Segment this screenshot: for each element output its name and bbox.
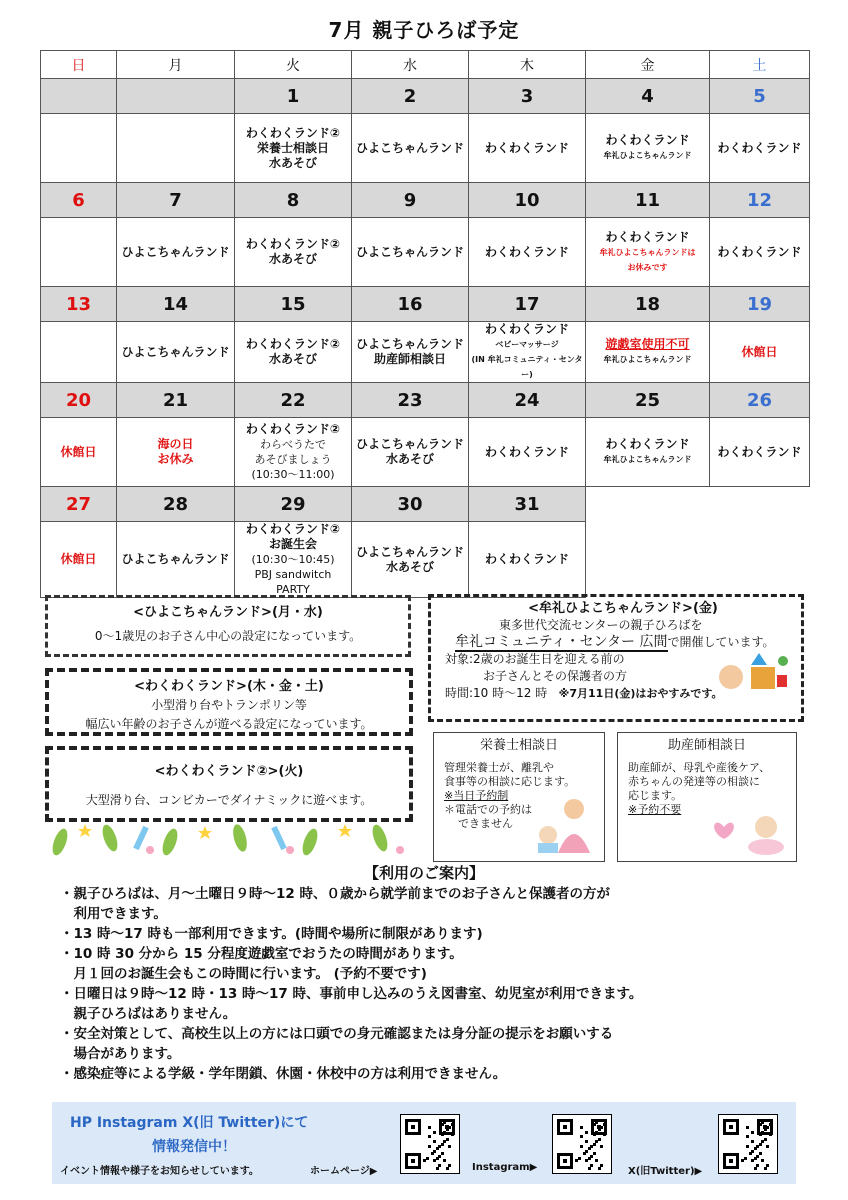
event-line: 休館日 [60, 444, 97, 459]
event-line: (IN 牟礼コミュニティ・センター) [471, 355, 583, 379]
event-line: わくわくランド [717, 244, 802, 259]
event-line: 水あそび [268, 155, 317, 170]
date-number: 17 [469, 287, 586, 322]
date-row [41, 79, 810, 114]
date-number: 23 [352, 383, 469, 418]
weekday-thu: 木 [469, 51, 586, 79]
event-line: ひよこちゃんランド [121, 552, 230, 566]
event-cell [117, 218, 235, 287]
event-cell [235, 418, 352, 487]
event-row [41, 114, 810, 183]
event-line: 助産師相談日 [373, 352, 446, 366]
event-line: わくわくランド [717, 444, 802, 459]
event-line: 牟礼ひよこちゃんランド [603, 151, 692, 160]
date-number: 16 [352, 287, 469, 322]
hiyoko-text: 0～1歳児のお子さん中心の設定になっています。 [94, 629, 362, 643]
event-cell [117, 418, 235, 487]
weekday-fri: 金 [586, 51, 710, 79]
date-number: 25 [586, 383, 710, 418]
event-cell [352, 522, 469, 598]
event-line: わくわくランド② [245, 337, 341, 351]
wakuwaku2-box [45, 746, 413, 822]
event-cell [352, 418, 469, 487]
event-line: わくわくランド [605, 133, 690, 147]
weekday-tue: 火 [235, 51, 352, 79]
event-line: わくわくランド [484, 244, 569, 259]
mure-line2b: で開催しています。 [667, 635, 775, 649]
date-number: 30 [352, 487, 469, 522]
josan-consult-box [617, 732, 797, 862]
event-line: わくわくランド② [245, 522, 341, 536]
date-number: 28 [117, 487, 235, 522]
date-number: 24 [469, 383, 586, 418]
event-cell [710, 114, 810, 183]
guide-line-6: ・日曜日は９時～12 時・13 時～17 時、事前申し込みのうえ図書室、幼児室が利用できます。 [60, 986, 643, 1002]
mure-line1: 東多世代交流センターの親子ひろばを [499, 618, 703, 632]
event-cell [235, 114, 352, 183]
date-number [41, 79, 117, 114]
event-line: お休み [157, 452, 194, 466]
date-number: 19 [710, 287, 810, 322]
event-line: あそびましょう [254, 453, 332, 466]
event-cell [469, 522, 586, 598]
eiyo-l1: 管理栄養士が、離乳や [444, 761, 554, 774]
event-cell [710, 322, 810, 383]
wakuwaku-title: <わくわくランド>(木・金・土) [134, 679, 324, 694]
event-cell [469, 114, 586, 183]
date-number: 6 [41, 183, 117, 218]
event-cell [586, 218, 710, 287]
event-line: ひよこちゃんランド [355, 337, 464, 351]
event-line: PBJ sandwitch [254, 568, 332, 581]
event-line: 遊戯室使用不可 [605, 337, 690, 351]
event-line: 牟礼ひよこちゃんランド [603, 455, 692, 464]
josan-title: 助産師相談日 [667, 738, 746, 753]
date-number: 2 [352, 79, 469, 114]
mure-title: <牟礼ひよこちゃんランド>(金) [528, 601, 718, 616]
weekday-header-row [41, 51, 810, 79]
event-line: お誕生会 [268, 537, 317, 551]
event-line: 休館日 [741, 344, 778, 359]
event-cell [352, 322, 469, 383]
guide-line-4: ・10 時 30 分から 15 分程度遊戯室でおうたの時間があります。 [60, 946, 463, 962]
guide-line-3: ・13 時～17 時も一部利用できます。(時間や場所に制限があります) [60, 926, 483, 942]
event-line: ベビーマッサージ [495, 340, 559, 349]
event-line: わくわくランド [484, 444, 569, 459]
event-cell [469, 322, 586, 383]
mure-box [428, 594, 804, 722]
event-line: わくわくランド② [245, 125, 341, 140]
date-number: 5 [710, 79, 810, 114]
date-number: 4 [586, 79, 710, 114]
mure-line4: お子さんとその保護者の方 [483, 669, 628, 683]
eiyo-l5: できません [458, 817, 513, 830]
date-number: 22 [235, 383, 352, 418]
event-row [41, 218, 810, 287]
event-line: わくわくランド② [245, 422, 341, 436]
event-row [41, 322, 810, 383]
event-line: (10:30～11:00) [251, 468, 335, 481]
event-cell [41, 522, 117, 598]
guide-line-8: ・安全対策として、高校生以上の方には口頭での身元確認または身分証の提示をお願いする [60, 1026, 614, 1042]
empty-cell [710, 522, 810, 598]
date-number: 11 [586, 183, 710, 218]
event-cell [586, 322, 710, 383]
event-line: 牟礼ひよこちゃんランド [603, 355, 692, 364]
event-line: わくわくランド [484, 322, 569, 336]
x-qr-code-icon[interactable] [718, 1114, 778, 1174]
event-cell [117, 322, 235, 383]
date-row [41, 487, 810, 522]
event-line: 栄養士相談日 [256, 140, 329, 155]
eiyo-l3: ※当日予約制 [444, 789, 509, 802]
date-number: 10 [469, 183, 586, 218]
event-cell [41, 114, 117, 183]
banner-line2: 情報発信中！ [152, 1139, 236, 1155]
date-number: 12 [710, 183, 810, 218]
date-row [41, 183, 810, 218]
hiyoko-title: <ひよこちゃんランド>(月・水) [133, 605, 323, 620]
mure-line5: 時間:10 時～12 時 [445, 686, 548, 700]
event-cell [117, 522, 235, 598]
date-row [41, 383, 810, 418]
date-number [117, 79, 235, 114]
event-line: 水あそび [385, 559, 434, 574]
josan-l3: 応じます。 [628, 789, 683, 802]
josan-l2: 赤ちゃんの発達等の相談に [628, 775, 760, 788]
weekday-sat: 土 [710, 51, 810, 79]
sns-banner [52, 1102, 796, 1184]
eiyo-title: 栄養士相談日 [479, 738, 558, 753]
date-number: 26 [710, 383, 810, 418]
guide-line-7: 親子ひろばはありません。 [60, 1006, 237, 1022]
event-line: ひよこちゃんランド [355, 437, 464, 451]
event-cell [710, 418, 810, 487]
date-number: 15 [235, 287, 352, 322]
mure-line3: 対象:2歳のお誕生日を迎える前の [445, 652, 625, 666]
event-line: お休みです [627, 262, 668, 272]
wakuwaku-box [45, 668, 413, 736]
guide-line-9: 場合があります。 [60, 1046, 181, 1062]
event-line: ひよこちゃんランド [355, 140, 464, 155]
eiyo-l2: 食事等の相談に応じます。 [444, 775, 576, 788]
baby-heart-illustration-icon [710, 805, 790, 855]
leaves-stars-decoration-icon [40, 816, 420, 860]
date-number: 9 [352, 183, 469, 218]
date-number: 3 [469, 79, 586, 114]
wakuwaku2-text: 大型滑り台、コンビカーでダイナミックに遊べます。 [85, 793, 373, 807]
event-cell [469, 418, 586, 487]
guide-line-1: ・親子ひろばは、月～土曜日９時～12 時、０歳から就学前までのお子さんと保護者の方が [60, 886, 610, 902]
date-number: 31 [469, 487, 586, 522]
event-cell [710, 218, 810, 287]
instagram-label: Instagram▶ [472, 1162, 538, 1173]
event-line: ひよこちゃんランド [355, 544, 464, 559]
mure-note: ※7月11日(金)はおやすみです。 [558, 687, 723, 700]
weekday-mon: 月 [117, 51, 235, 79]
event-line: 休館日 [60, 552, 97, 566]
event-row [41, 522, 810, 598]
event-cell [235, 218, 352, 287]
date-number: 14 [117, 287, 235, 322]
event-line: 海の日 [157, 437, 194, 451]
page-title: 7月 親子ひろば予定 [328, 18, 520, 42]
event-line: ひよこちゃんランド [121, 344, 230, 359]
event-line: わくわくランド [605, 437, 690, 451]
event-line: 水あそび [385, 452, 434, 466]
empty-cell [586, 487, 710, 522]
weekday-wed: 水 [352, 51, 469, 79]
guide-line-2: 利用できます。 [60, 906, 167, 922]
event-line: 水あそび [268, 252, 317, 266]
event-cell [352, 218, 469, 287]
event-row [41, 418, 810, 487]
event-line: わくわくランド [717, 140, 802, 155]
empty-cell [710, 487, 810, 522]
wakuwaku-text1: 小型滑り台やトランポリン等 [151, 698, 307, 712]
event-cell [235, 522, 352, 598]
guide-list [60, 884, 820, 1084]
wakuwaku-text2: 幅広い年齢のお子さんが遊べる設定になっています。 [85, 717, 373, 731]
event-line: わくわくランド [605, 229, 690, 244]
date-number: 7 [117, 183, 235, 218]
eiyo-consult-box [433, 732, 605, 862]
event-line: (10:30～10:45) [251, 553, 335, 566]
wakuwaku2-title: <わくわくランド②>(火) [154, 764, 304, 779]
x-label: X(旧Twitter)▶ [628, 1166, 703, 1177]
event-cell [586, 418, 710, 487]
event-cell [41, 218, 117, 287]
event-cell [41, 418, 117, 487]
josan-l1: 助産師が、母乳や産後ケア、 [628, 761, 771, 774]
guide-heading: 【利用のご案内】 [363, 864, 484, 882]
event-line: わくわくランド [484, 552, 569, 566]
date-number: 21 [117, 383, 235, 418]
date-number: 20 [41, 383, 117, 418]
date-row [41, 287, 810, 322]
date-number: 18 [586, 287, 710, 322]
eiyo-l4: ＊電話での予約は [444, 803, 532, 816]
toys-illustration-icon [711, 649, 791, 695]
date-number: 13 [41, 287, 117, 322]
event-cell [352, 114, 469, 183]
weekday-sun: 日 [41, 51, 117, 79]
event-line: わくわくランド [484, 140, 569, 155]
date-number: 27 [41, 487, 117, 522]
event-line: 牟礼ひよこちゃんランドは [599, 247, 696, 257]
banner-line3: イベント情報や様子をお知らせしています。 [60, 1166, 259, 1177]
event-line: ひよこちゃんランド [121, 244, 230, 259]
event-cell [469, 218, 586, 287]
mother-feeding-illustration-icon [528, 795, 598, 855]
calendar-table [40, 50, 810, 598]
event-cell [235, 322, 352, 383]
empty-cell [586, 522, 710, 598]
event-cell [41, 322, 117, 383]
hp-label: ホームページ▶ [310, 1166, 378, 1177]
guide-line-5: 月１回のお誕生会もこの時間に行います。 (予約不要です) [60, 966, 427, 982]
mure-place: 牟礼コミュニティ・センター 広間 [455, 634, 668, 650]
banner-line1: HP Instagram X(旧 Twitter)にて [70, 1115, 309, 1131]
event-cell [117, 114, 235, 183]
date-number: 29 [235, 487, 352, 522]
event-line: PARTY [276, 583, 310, 596]
instagram-qr-code-icon[interactable] [552, 1114, 612, 1174]
date-number: 8 [235, 183, 352, 218]
event-line: ひよこちゃんランド [355, 244, 464, 259]
event-line: わくわくランド② [245, 237, 341, 251]
guide-line-10: ・感染症等による学級・学年閉鎖、休園・休校中の方は利用できません。 [60, 1066, 507, 1082]
event-line: わらべうたで [260, 438, 326, 451]
hiyoko-box [45, 595, 411, 657]
josan-l4: ※予約不要 [628, 803, 682, 816]
date-number: 1 [235, 79, 352, 114]
event-line: 水あそび [268, 352, 317, 366]
event-cell [586, 114, 710, 183]
hp-qr-code-icon[interactable] [400, 1114, 460, 1174]
